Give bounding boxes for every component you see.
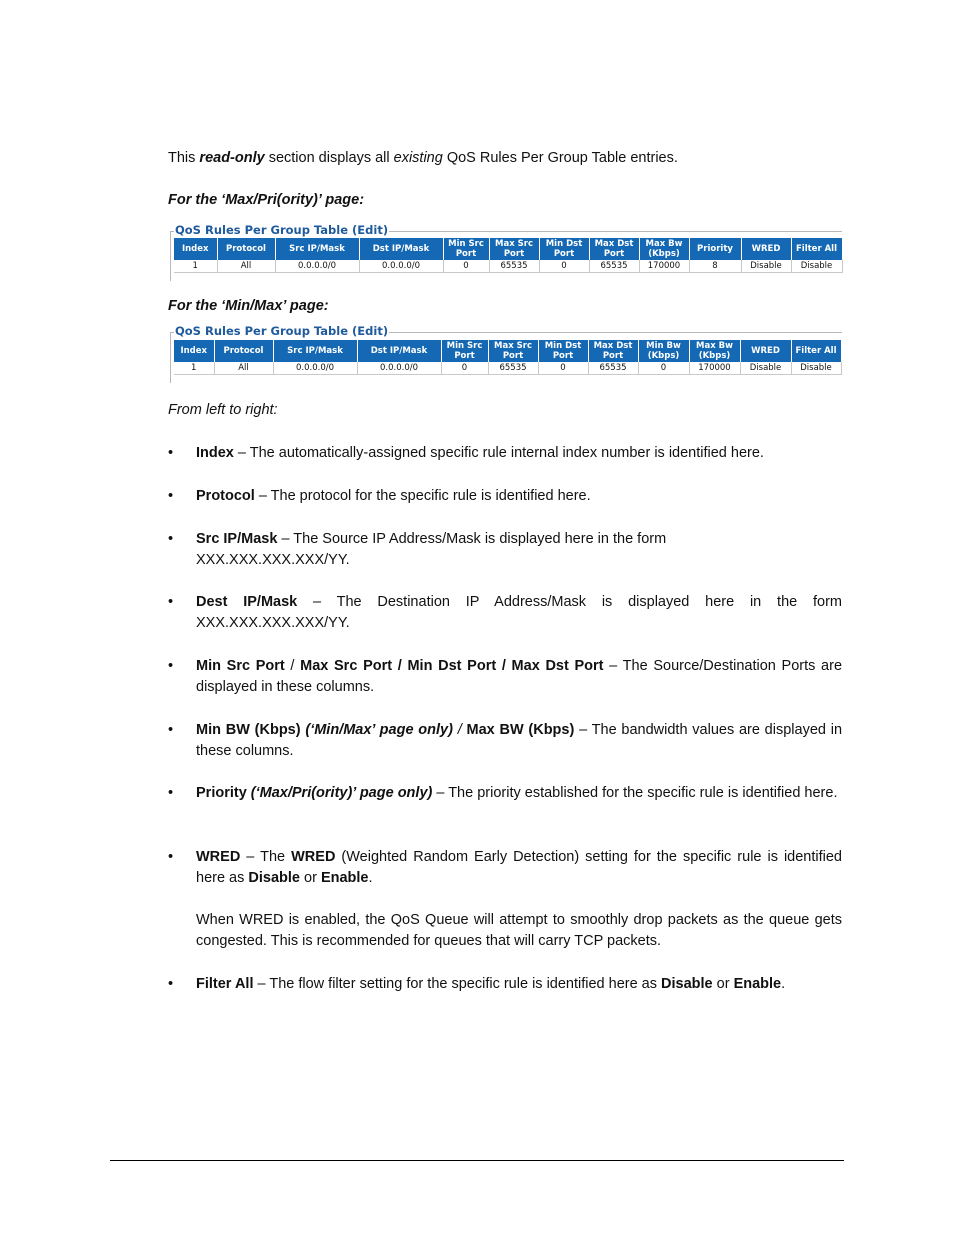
table-cell: 0.0.0.0/0 <box>273 362 357 375</box>
table-cell: 65535 <box>488 362 538 375</box>
table-cell: 1 <box>174 260 217 273</box>
table-header-row <box>174 340 841 362</box>
table-cell: 65535 <box>589 260 639 273</box>
table-cell: 8 <box>689 260 741 273</box>
table-cell: 0.0.0.0/0 <box>357 362 441 375</box>
bullet-icon: • <box>168 976 174 992</box>
column-header: Max Dst Port <box>588 340 638 362</box>
table-cell: Disable <box>791 362 841 375</box>
column-header: Min Bw (Kbps) <box>638 340 689 362</box>
column-header: Min Src Port <box>441 340 488 362</box>
table-header-row <box>174 238 842 260</box>
bullet-icon: • <box>168 594 174 610</box>
from-left-to-right: From left to right: <box>168 402 278 418</box>
table-cell: 1 <box>174 362 214 375</box>
table-cell: 65535 <box>588 362 638 375</box>
column-header: Min Dst Port <box>538 340 588 362</box>
qos-table-minmax-legend[interactable]: QoS Rules Per Group Table (Edit) <box>175 324 389 338</box>
table-cell: 65535 <box>489 260 539 273</box>
bullet-icon: • <box>168 445 174 461</box>
column-header: WRED <box>741 238 791 260</box>
column-header: Max Src Port <box>489 238 539 260</box>
table-cell: Disable <box>741 260 791 273</box>
heading-min-max-page: For the ‘Min/Max’ page: <box>168 298 329 314</box>
qos-table-minmax-panel <box>170 324 842 383</box>
intro-paragraph: This read-only section displays all existing QoS Rules Per Group Table entries. <box>168 150 678 166</box>
column-header: Priority <box>689 238 741 260</box>
qos-table-maxpri-legend[interactable]: QoS Rules Per Group Table (Edit) <box>175 223 389 237</box>
table-cell: 0 <box>638 362 689 375</box>
qos-table-maxpri <box>174 238 843 273</box>
column-header: Protocol <box>214 340 273 362</box>
table-cell: All <box>217 260 275 273</box>
column-header: Min Src Port <box>443 238 489 260</box>
qos-table-maxpri-panel <box>170 223 842 281</box>
column-header: Max Src Port <box>488 340 538 362</box>
column-header: Index <box>174 238 217 260</box>
column-header: Max Dst Port <box>589 238 639 260</box>
table-cell: Disable <box>791 260 842 273</box>
column-header: Protocol <box>217 238 275 260</box>
column-header: Max Bw (Kbps) <box>689 340 740 362</box>
table-cell: 0 <box>538 362 588 375</box>
bullet-icon: • <box>168 531 174 547</box>
column-header: Src IP/Mask <box>273 340 357 362</box>
column-header: Dst IP/Mask <box>359 238 443 260</box>
column-header: WRED <box>740 340 791 362</box>
document-page: This read-only section displays all existing QoS Rules Per Group Table entries. For the ‘Max/Pri(ority)’ page: QoS Rules Per Group Table (Edit) Index Protocol Src IP/Mask Dst IP/Mask Min Src Port Max Src Port Min Dst Port Max Dst Port Max Bw (Kbps) Priority WRED Filter All 1 All 0.0.0.0/0 0.0.0.0/0 0 65535 0 65535 170000 8 Disable Disable For the ‘Min/Max’ page: QoS Rules Per Group Table (Edit) Index Protocol Src IP/Mask Dst IP/Mask Min Src Port Max Src Port Min Dst Port Max Dst Port Min Bw (Kbps) Max Bw (Kbps) WRED Filter All 1 All 0.0.0.0/0 0.0.0.0/0 0 65535 0 65535 0 170000 Disable Disable From left to right: • Index – The automatically-assigned specific rule internal index number is identified here. • Protocol – The protocol for the specific rule is identified here. • Src IP/Mask – The Source IP Address/Mask is displayed here in the form XXX.XXX.XXX.XXX/YY. • Dest IP/Mask – The Destination IP Address/Mask is displayed here in the form XXX.XXX.XXX.XXX/YY. • Min Src Port / Max Src Port / Min Dst Port / Max Dst Port – The Source/Destination Ports are displayed in these columns. • Min BW (Kbps) (‘Min/Max’ page only) / Max BW (Kbps) – The bandwidth values are displayed in these columns. • Priority (‘Max/Pri(ority)’ page only) – The priority established for the specific rule is identified here. • WRED – The WRED (Weighted Random Early Detection) setting for the specific rule is identified here as Disable or Enable. When WRED is enabled, the QoS Queue will attempt to smoothly drop packets as the queue gets congested. This is recommended for queues that will carry TCP packets. • Filter All – The flow filter setting for the specific rule is identified here as Disable or Enable. <box>0 0 954 1235</box>
table-cell: 0 <box>539 260 589 273</box>
qos-table-minmax <box>174 340 842 375</box>
bullet-icon: • <box>168 785 174 801</box>
table-cell: Disable <box>740 362 791 375</box>
column-header: Filter All <box>791 340 841 362</box>
bullet-icon: • <box>168 658 174 674</box>
footer-divider <box>110 1160 844 1161</box>
table-cell: 0.0.0.0/0 <box>359 260 443 273</box>
bullet-icon: • <box>168 722 174 738</box>
table-cell: 0 <box>441 362 488 375</box>
column-header: Filter All <box>791 238 842 260</box>
column-header: Src IP/Mask <box>275 238 359 260</box>
table-cell: 170000 <box>689 362 740 375</box>
table-cell: 0.0.0.0/0 <box>275 260 359 273</box>
table-row <box>174 362 841 375</box>
bullet-icon: • <box>168 849 174 865</box>
table-cell: 0 <box>443 260 489 273</box>
bullet-icon: • <box>168 488 174 504</box>
column-header: Dst IP/Mask <box>357 340 441 362</box>
heading-max-priority-page: For the ‘Max/Pri(ority)’ page: <box>168 192 365 208</box>
table-row <box>174 260 842 273</box>
column-header: Max Bw (Kbps) <box>639 238 689 260</box>
table-cell: All <box>214 362 273 375</box>
column-header: Index <box>174 340 214 362</box>
table-cell: 170000 <box>639 260 689 273</box>
column-header: Min Dst Port <box>539 238 589 260</box>
